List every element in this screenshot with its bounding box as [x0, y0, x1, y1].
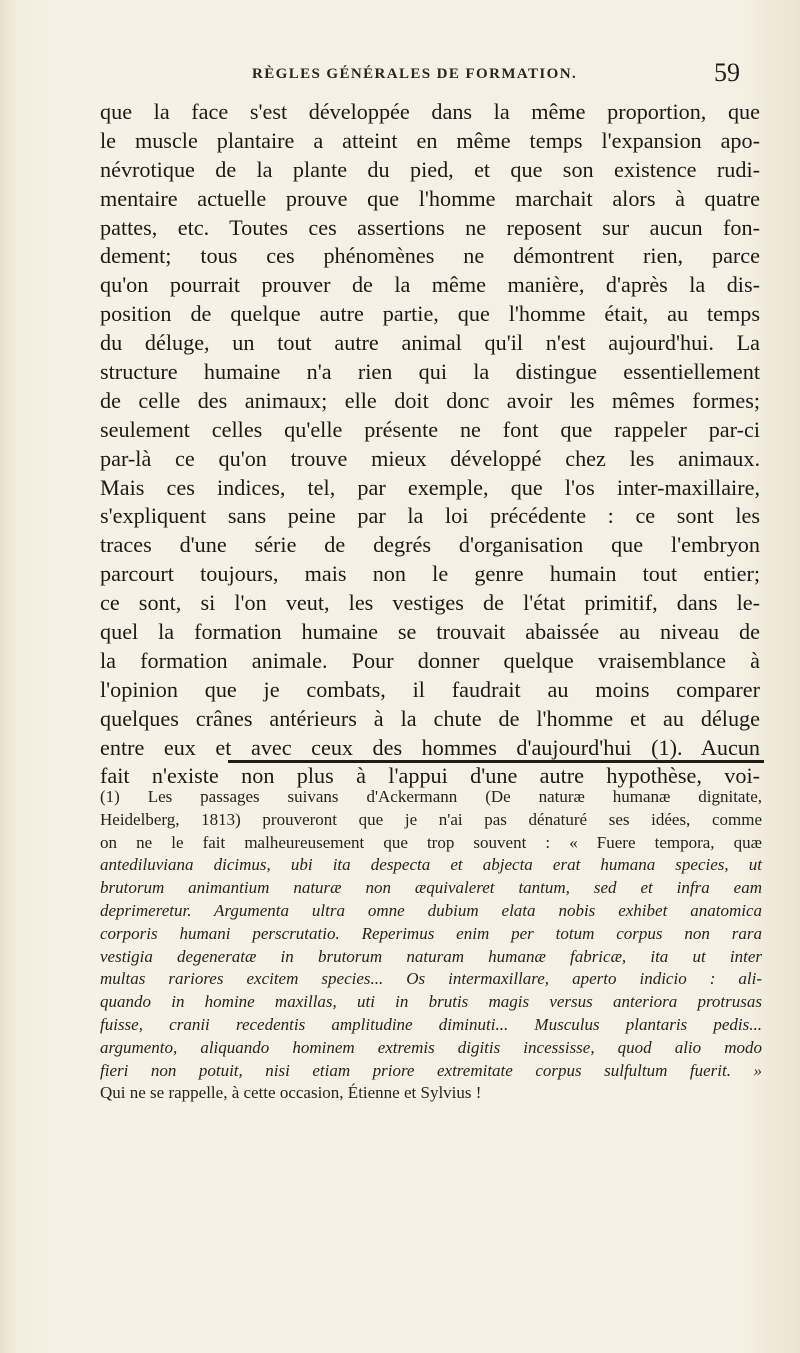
footnote-line: quando in homine maxillas, uti in brutis magis versus anteriora protrusas	[100, 992, 762, 1012]
footnote-line: vestigia degeneratæ in brutorum naturam humanæ fabricæ, ita ut inter	[100, 946, 762, 966]
body-line: entre eux et avec ceux des hommes d'aujourd'hui (1). Aucun	[100, 734, 760, 760]
footnote	[100, 786, 762, 1105]
running-head	[100, 58, 760, 92]
body-line: mentaire actuelle prouve que l'homme marchait alors à quatre	[100, 185, 760, 211]
body-line: traces d'une série de degrés d'organisation que l'embryon	[100, 532, 760, 558]
footnote-line: corporis humani perscrutatio. Reperimus enim per totum corpus non rara	[100, 923, 762, 943]
body-line: parcourt toujours, mais non le genre humain tout entier;	[100, 561, 760, 587]
body-line: quel la formation humaine se trouvait abaissée au niveau de	[100, 619, 760, 645]
running-title: RÈGLES GÉNÉRALES DE FORMATION.	[252, 66, 578, 82]
footnote-line: fuisse, cranii recedentis amplitudine diminuti... Musculus plantaris pedis...	[100, 1014, 762, 1034]
footnote-line: Qui ne se rappelle, à cette occasion, Étienne et Sylvius !	[100, 1083, 482, 1103]
body-line: la formation animale. Pour donner quelque vraisemblance à	[100, 647, 760, 673]
footnote-line: deprimeretur. Argumenta ultra omne dubium elata nobis exhibet anatomica	[100, 900, 762, 920]
body-line: quelques crânes antérieurs à la chute de l'homme et au déluge	[100, 705, 760, 731]
body-line: structure humaine n'a rien qui la distingue essentiellement	[100, 359, 760, 385]
footnote-line: antediluviana dicimus, ubi ita despecta et abjecta erat humana species, ut	[100, 855, 762, 875]
body-line: du déluge, un tout autre animal qu'il n'est aujourd'hui. La	[100, 330, 760, 356]
footnote-line: Heidelberg, 1813) prouveront que je n'ai pas dénaturé ses idées, comme	[100, 809, 762, 829]
body-line: seulement celles qu'elle présente ne font que rappeler par-ci	[100, 416, 760, 442]
body-line: pattes, etc. Toutes ces assertions ne reposent sur aucun fon-	[100, 214, 760, 240]
body-line: que la face s'est développée dans la même proportion, que	[100, 99, 760, 124]
body-line: le muscle plantaire a atteint en même temps l'expansion apo-	[100, 127, 760, 153]
footnote-line: multas rariores excitem species... Os intermaxillare, aperto indicio : ali-	[100, 969, 762, 989]
footnote-line: argumento, aliquando hominem extremis digitis incessisse, quod alio modo	[100, 1037, 762, 1057]
body-line: par-là ce qu'on trouve mieux développé chez les animaux.	[100, 445, 760, 471]
body-line: névrotique de la plante du pied, et que son existence rudi-	[100, 156, 760, 182]
footnote-line: (1) Les passages suivans d'Ackermann (De naturæ humanæ dignitate,	[100, 787, 762, 806]
footnote-separator	[228, 760, 764, 763]
page-number: 59	[714, 58, 740, 87]
body-line: l'opinion que je combats, il faudrait au moins comparer	[100, 676, 760, 702]
body-line: Mais ces indices, tel, par exemple, que l'os inter-maxillaire,	[100, 474, 760, 500]
footnote-line: fieri non potuit, nisi etiam priore extremitate corpus sulfultum fuerit. »	[100, 1060, 762, 1080]
body-line: de celle des animaux; elle doit donc avoir les mêmes formes;	[100, 387, 760, 413]
footnote-line: on ne le fait malheureusement que trop souvent : « Fuere tempora, quæ	[100, 832, 762, 852]
body-line: dement; tous ces phénomènes ne démontrent rien, parce	[100, 243, 760, 269]
main-text	[100, 98, 760, 791]
body-line: position de quelque autre partie, que l'homme était, au temps	[100, 301, 760, 327]
body-line: qu'on pourrait prouver de la même manière, d'après la dis-	[100, 272, 760, 298]
footnote-line: brutorum animantium naturæ non æquivaleret tantum, sed et infra eam	[100, 878, 762, 898]
body-line: fait n'existe non plus à l'appui d'une autre hypothèse, voi-	[100, 763, 760, 789]
body-line: s'expliquent sans peine par la loi précédente : ce sont les	[100, 503, 760, 529]
body-line: ce sont, si l'on veut, les vestiges de l'état primitif, dans le-	[100, 590, 760, 616]
